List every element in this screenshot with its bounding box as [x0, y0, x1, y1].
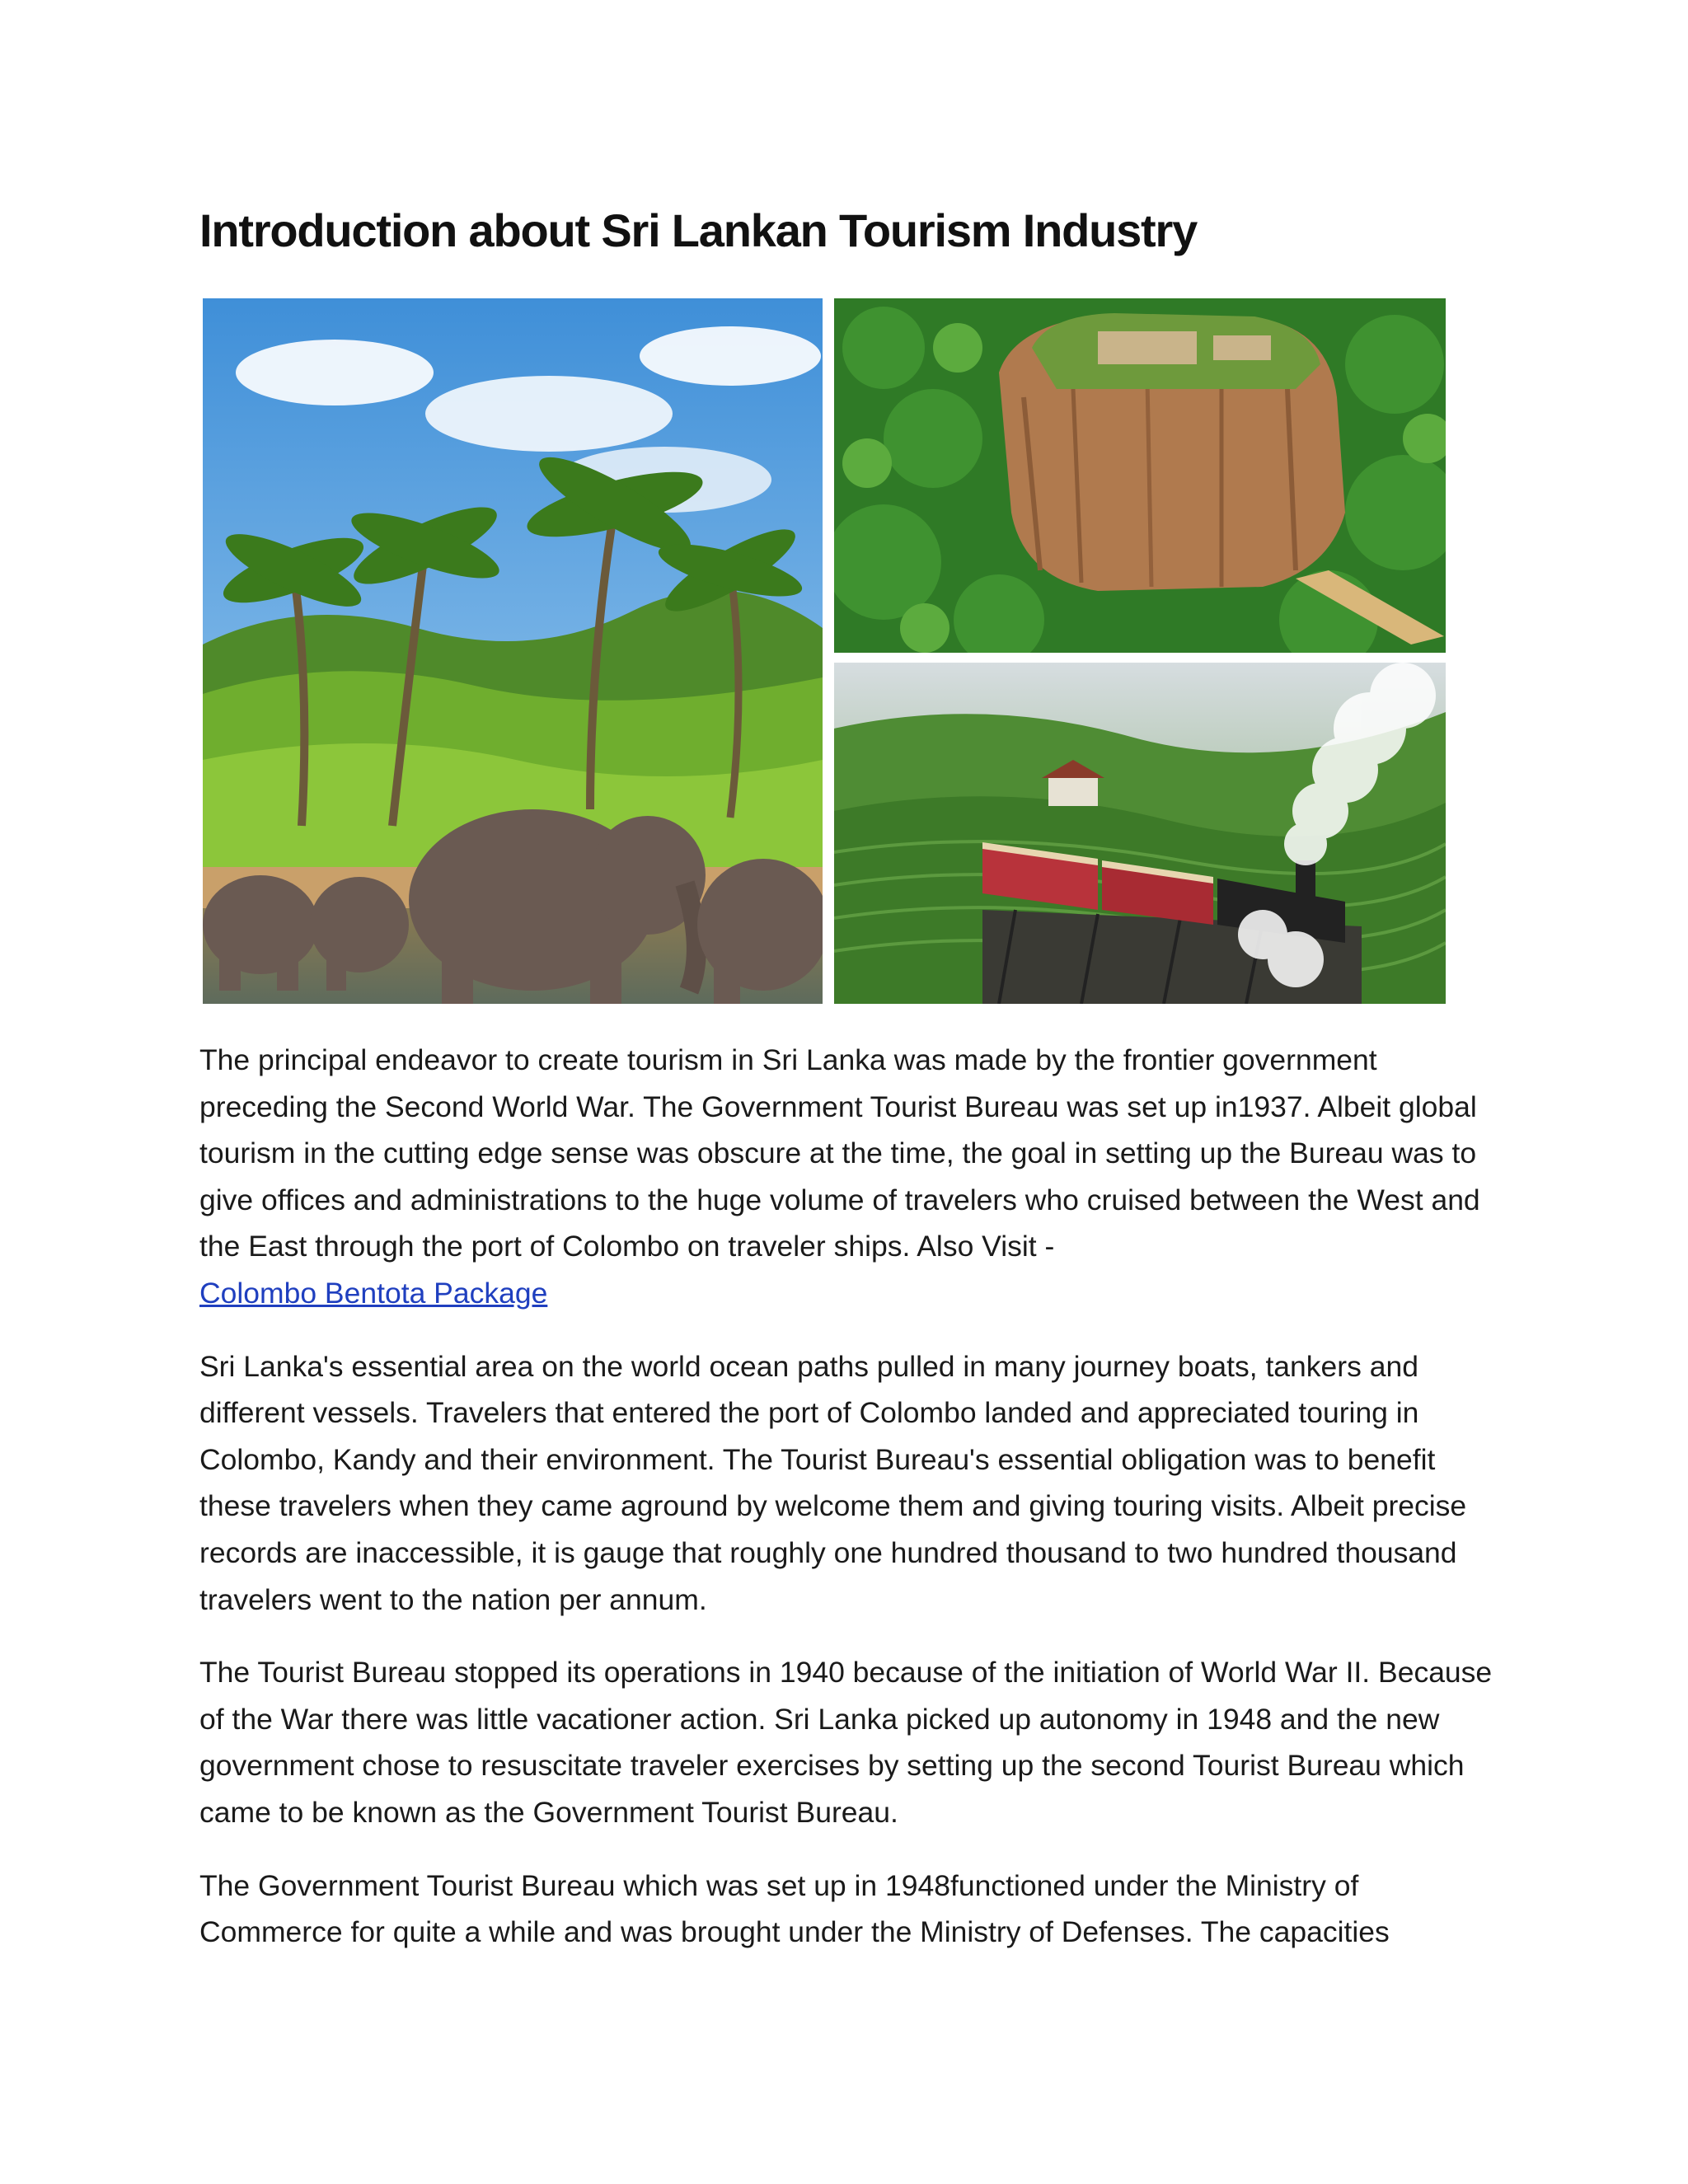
paragraph-1: [199, 1037, 1502, 1317]
paragraph-3: The Tourist Bureau stopped its operations in 1940 because of the initiation of World War II. Because of the War there was little vacationer action. Sri Lanka picked up autonomy in 1948 and the new government chose to resuscitate traveler exercises by setting up the second Tourist Bureau which came to be known as the Government Tourist Bureau.: [199, 1656, 1493, 1829]
paragraph-2: Sri Lanka's essential area on the world ocean paths pulled in many journey boats, tankers and different vessels. Travelers that entered the port of Colombo landed and appreciated touring in Colombo, Kandy and their environment. The Tourist Bureau's essential obligation was to benefit these travelers when they came aground by welcome them and giving touring visits. Albeit precise records are inaccessible, it is gauge that roughly one hundred thousand to two hundred thousand travelers went to the nation per annum.: [199, 1349, 1467, 1616]
colombo-bentota-package-link[interactable]: Colombo Bentota Package: [199, 1276, 548, 1310]
article-body: [199, 1037, 1502, 1982]
page-title: Introduction about Sri Lankan Tourism Industry: [199, 204, 1198, 256]
photo-elephants-palms: [203, 298, 823, 1004]
photo-sigiriya-rock: [834, 298, 1446, 653]
photo-steam-train: [834, 663, 1446, 1004]
paragraph-1-text: The principal endeavor to create tourism in Sri Lanka was made by the frontier government preceding the Second World War. The Government Tourist Bureau was set up in1937. Albeit global tourism in the cutting edge sense was obscure at the time, the goal in setting up the Bureau was to give offices and administrations to the huge volume of travelers who cruised between the West and the East through the port of Colombo on traveler ships. Also Visit -: [199, 1043, 1480, 1263]
paragraph-4: The Government Tourist Bureau which was set up in 1948functioned under the Ministry of Commerce for quite a while and was brought under the Ministry of Defenses. The capacities: [199, 1868, 1390, 1949]
